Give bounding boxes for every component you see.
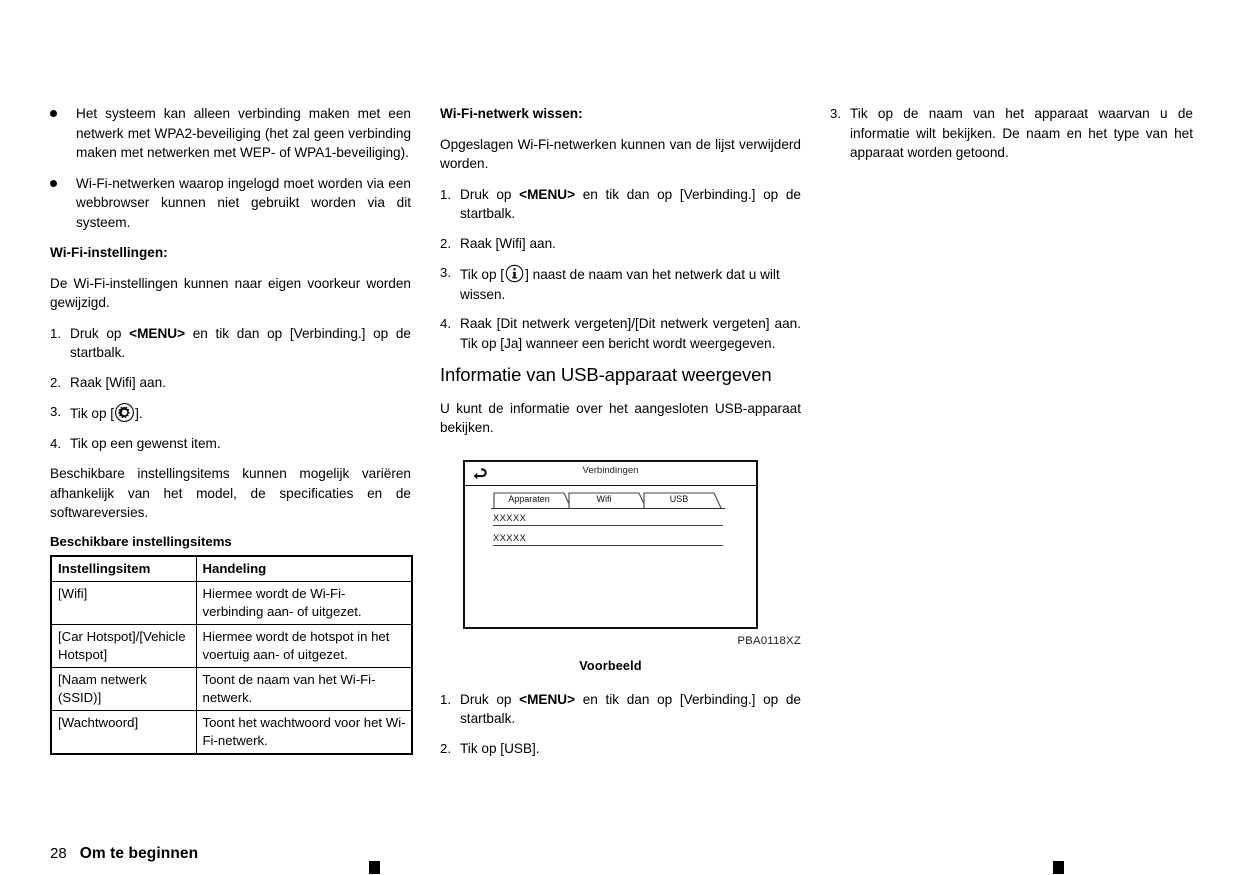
step-text: Raak [Wifi] aan.: [460, 235, 556, 251]
tab-usb[interactable]: [643, 491, 723, 508]
step-text-post: en tik dan op [Verbinding.] op de startbalk.: [460, 691, 801, 726]
step-number: 2.: [50, 374, 61, 390]
table-header-cell: Handeling: [196, 556, 412, 582]
step-text-post: en tik dan op [Verbinding.] op de startbalk.: [70, 325, 411, 360]
illustration-figure: [440, 460, 801, 673]
table-cell-action: Toont de naam van het Wi-Fi-netwerk.: [196, 668, 412, 711]
registration-mark: [1053, 861, 1064, 874]
screen-titlebar: [465, 462, 756, 486]
list-divider: [493, 545, 723, 546]
info-icon: [504, 263, 525, 284]
list-item: [440, 690, 801, 729]
erase-network-heading: Wi-Fi-netwerk wissen:: [440, 106, 583, 121]
tab-wifi[interactable]: [568, 491, 648, 508]
step-number: 2.: [440, 740, 451, 756]
erase-network-intro: Opgeslagen Wi-Fi-netwerken kunnen van de lijst verwijderd worden.: [440, 136, 801, 171]
step-text-post: ] naast de naam van het netwerk dat u wilt wissen.: [460, 267, 780, 302]
table-cell-item: [Wachtwoord]: [51, 711, 196, 755]
step-number: 2.: [440, 235, 451, 251]
table-title: Beschikbare instellingsitems: [50, 533, 232, 549]
step-text-post: ].: [135, 406, 143, 421]
table-row: [51, 668, 412, 711]
list-item: [440, 234, 801, 254]
screen-mockup: [463, 460, 758, 629]
figure-code: PBA0118XZ: [737, 634, 801, 647]
erase-network-steps: [440, 185, 801, 354]
page-footer: [50, 845, 198, 863]
step-number: 1.: [50, 325, 61, 341]
step-number: 1.: [440, 691, 451, 707]
middle-column: [440, 104, 801, 769]
table-row: [51, 711, 412, 755]
step-number: 3.: [50, 404, 61, 419]
list-item: [440, 739, 801, 759]
table-cell-action: Hiermee wordt de Wi-Fi-verbinding aan- of uitgezet.: [196, 582, 412, 625]
step-text: Tik op een gewenst item.: [70, 435, 221, 451]
tab-label: Wifi: [596, 493, 612, 504]
step-text: Tik op [USB].: [460, 740, 540, 756]
gear-icon: [114, 402, 135, 423]
list-item: [50, 104, 411, 163]
bullet-dot-icon: [50, 110, 57, 117]
menu-key-label: <MENU>: [519, 186, 576, 202]
list-item[interactable]: [493, 512, 723, 526]
page-number: 28: [50, 845, 67, 862]
list-item: [440, 263, 801, 304]
list-item: [50, 373, 411, 393]
registration-mark: [369, 861, 380, 874]
tab-underline: [491, 508, 725, 509]
step-text-pre: Tik op [: [460, 267, 505, 282]
bullet-text: Het systeem kan alleen verbinding maken met een netwerk met WPA2-beveiliging (het zal geen verbinding maken met netwerken met WEP- of WPA1-beveiliging).: [76, 106, 411, 160]
table-cell-action: Hiermee wordt de hotspot in het voertuig aan- of uitgezet.: [196, 625, 412, 668]
list-item[interactable]: [493, 532, 723, 546]
settings-table: [50, 555, 413, 756]
usb-steps: [440, 690, 801, 759]
menu-key-label: <MENU>: [519, 691, 576, 707]
step-number: 1.: [440, 186, 451, 202]
step-text: Raak [Dit netwerk vergeten]/[Dit netwerk vergeten] aan. Tik op [Ja] wanneer een bericht wordt weergegeven.: [460, 316, 801, 351]
settings-note: Beschikbare instellingsitems kunnen mogelijk variëren afhankelijk van het model, de specificaties en de softwareversies.: [50, 466, 411, 520]
section-name: Om te beginnen: [79, 845, 199, 862]
step-text-pre: Tik op [: [70, 406, 115, 421]
step-text-pre: Druk op: [460, 186, 520, 202]
step-number: 3.: [440, 265, 451, 280]
table-header-row: [51, 556, 412, 582]
list-item-label: XXXXX: [493, 511, 527, 523]
table-header-cell: Instellingsitem: [51, 556, 196, 582]
table-cell-item: [Wifi]: [51, 582, 196, 625]
table-row: [51, 582, 412, 625]
bullet-list: [50, 104, 411, 232]
bullet-dot-icon: [50, 180, 57, 187]
step-number: 4.: [50, 435, 61, 451]
list-item: [50, 434, 411, 454]
figure-caption: Voorbeeld: [579, 658, 642, 673]
table-cell-action: Toont het wachtwoord voor het Wi-Fi-netwerk.: [196, 711, 412, 755]
list-item: [440, 314, 801, 353]
right-column: [830, 104, 1193, 174]
list-item: [50, 174, 411, 233]
usb-steps-continued: [830, 104, 1193, 163]
step-text-pre: Druk op: [460, 691, 520, 707]
wifi-settings-heading: Wi-Fi-instellingen:: [50, 245, 168, 260]
table-cell-item: [Naam netwerk (SSID)]: [51, 668, 196, 711]
list-item: [50, 324, 411, 363]
list-item: [440, 185, 801, 224]
step-text: Raak [Wifi] aan.: [70, 374, 166, 390]
usb-section-intro: U kunt de informatie over het aangesloten USB-apparaat bekijken.: [440, 400, 801, 435]
table-cell-item: [Car Hotspot]/[Vehicle Hotspot]: [51, 625, 196, 668]
step-text-pre: Druk op: [70, 325, 130, 341]
step-number: 4.: [440, 316, 451, 331]
tab-label: Apparaten: [508, 493, 550, 504]
tab-label: USB: [669, 493, 689, 504]
list-divider: [493, 525, 723, 526]
list-item: [50, 402, 411, 424]
screen-title: Verbindingen: [582, 464, 639, 476]
tab-apparaten[interactable]: [493, 491, 573, 508]
menu-key-label: <MENU>: [129, 325, 186, 341]
step-text: Tik op de naam van het apparaat waarvan u de informatie wilt bekijken. De naam en het type van het apparaat worden getoond.: [850, 106, 1193, 160]
screen-tabs: [493, 491, 723, 508]
bullet-text: Wi-Fi-netwerken waarop ingelogd moet worden via een webbrowser kunnen niet gebruikt worden via dit systeem.: [76, 175, 411, 230]
list-item: [830, 104, 1193, 163]
step-text-post: en tik dan op [Verbinding.] op de startbalk.: [460, 186, 801, 221]
list-item-label: XXXXX: [493, 531, 527, 543]
wifi-settings-intro: De Wi-Fi-instellingen kunnen naar eigen voorkeur worden gewijzigd.: [50, 275, 411, 310]
step-number: 3.: [830, 106, 841, 121]
left-column: [50, 104, 411, 755]
table-row: [51, 625, 412, 668]
usb-section-heading: Informatie van USB-apparaat weergeven: [440, 364, 772, 385]
wifi-settings-steps: [50, 324, 411, 454]
